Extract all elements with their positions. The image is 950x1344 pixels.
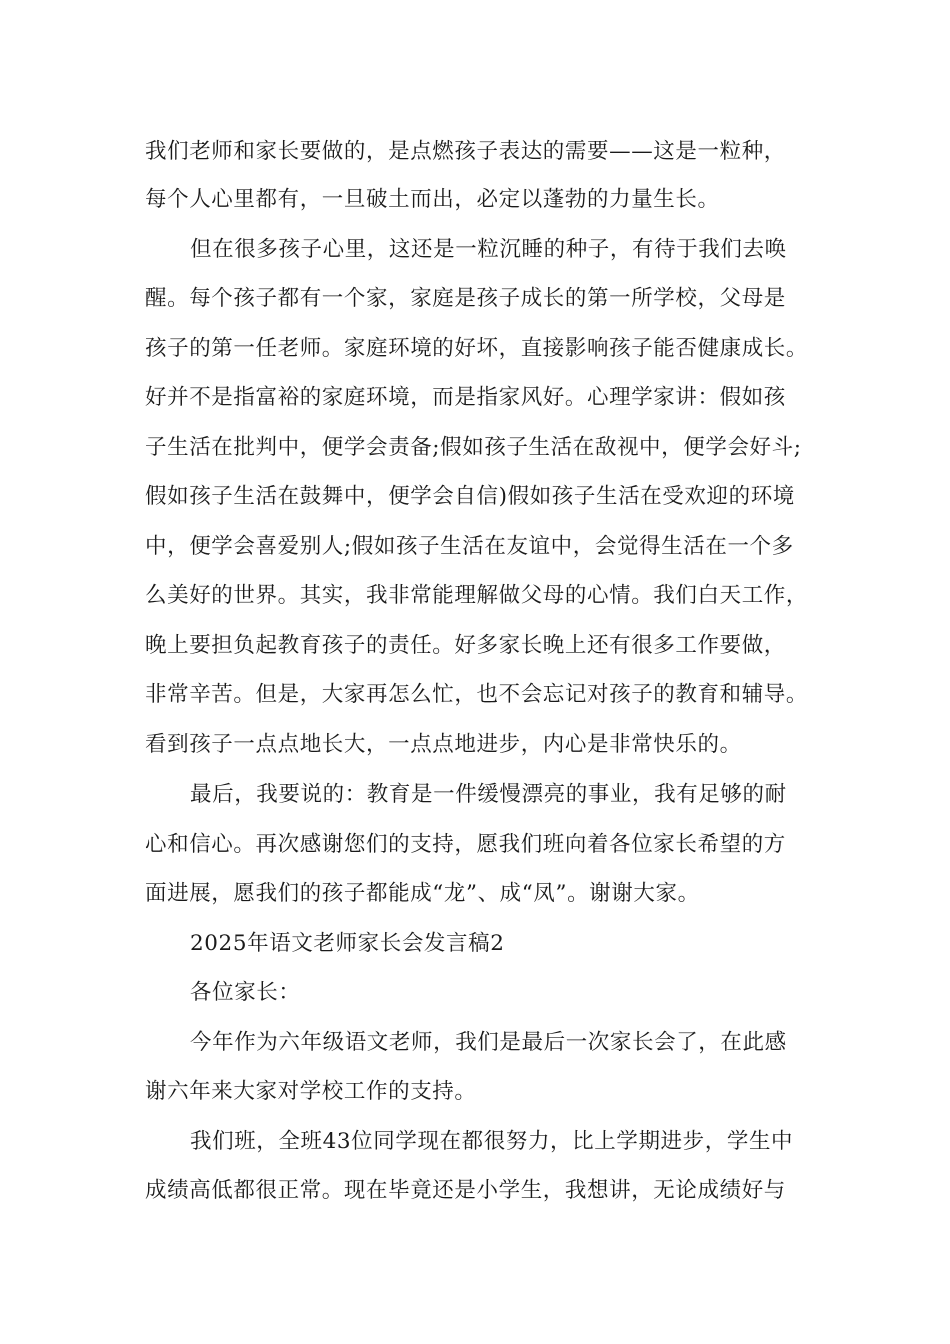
text-line: 孩子的第一任老师。家庭环境的好坏，直接影响孩子能否健康成长。 bbox=[145, 336, 809, 361]
text-line: 面进展，愿我们的孩子都能成“龙”、成“凤”。谢谢大家。 bbox=[145, 881, 700, 906]
text-line: 好并不是指富裕的家庭环境，而是指家风好。心理学家讲：假如孩 bbox=[145, 385, 786, 410]
section-title: 2025年语文老师家长会发言稿2 bbox=[190, 931, 505, 956]
text-line: 子生活在批判中，便学会责备;假如孩子生活在敌视中，便学会好斗; bbox=[145, 435, 802, 460]
salutation: 各位家长： bbox=[190, 980, 301, 1005]
text-line: 今年作为六年级语文老师，我们是最后一次家长会了，在此感 bbox=[190, 1030, 787, 1055]
text-line: 我们老师和家长要做的，是点燃孩子表达的需要——这是一粒种， bbox=[145, 139, 786, 164]
text-line: 中，便学会喜爱别人;假如孩子生活在友谊中，会觉得生活在一个多 bbox=[145, 534, 794, 559]
text-line: 心和信心。再次感谢您们的支持，愿我们班向着各位家长希望的方 bbox=[145, 832, 786, 857]
text-line: 每个人心里都有，一旦破土而出，必定以蓬勃的力量生长。 bbox=[145, 187, 720, 212]
text-line: 看到孩子一点点地长大，一点点地进步，内心是非常快乐的。 bbox=[145, 732, 742, 757]
text-line: 假如孩子生活在鼓舞中，便学会自信)假如孩子生活在受欢迎的环境 bbox=[145, 484, 795, 509]
text-line: 我们班，全班43位同学现在都很努力，比上学期进步，学生中 bbox=[190, 1129, 794, 1154]
text-line: 谢六年来大家对学校工作的支持。 bbox=[145, 1079, 477, 1104]
text-line: 成绩高低都很正常。现在毕竟还是小学生，我想讲，无论成绩好与 bbox=[145, 1178, 786, 1203]
text-line: 么美好的世界。其实，我非常能理解做父母的心情。我们白天工作， bbox=[145, 583, 809, 608]
text-line: 非常辛苦。但是，大家再怎么忙，也不会忘记对孩子的教育和辅导。 bbox=[145, 682, 809, 707]
text-line: 但在很多孩子心里，这还是一粒沉睡的种子，有待于我们去唤 bbox=[190, 237, 787, 262]
text-line: 晚上要担负起教育孩子的责任。好多家长晚上还有很多工作要做， bbox=[145, 633, 786, 658]
text-line: 最后，我要说的：教育是一件缓慢漂亮的事业，我有足够的耐 bbox=[190, 782, 787, 807]
text-line: 醒。每个孩子都有一个家，家庭是孩子成长的第一所学校，父母是 bbox=[145, 286, 786, 311]
